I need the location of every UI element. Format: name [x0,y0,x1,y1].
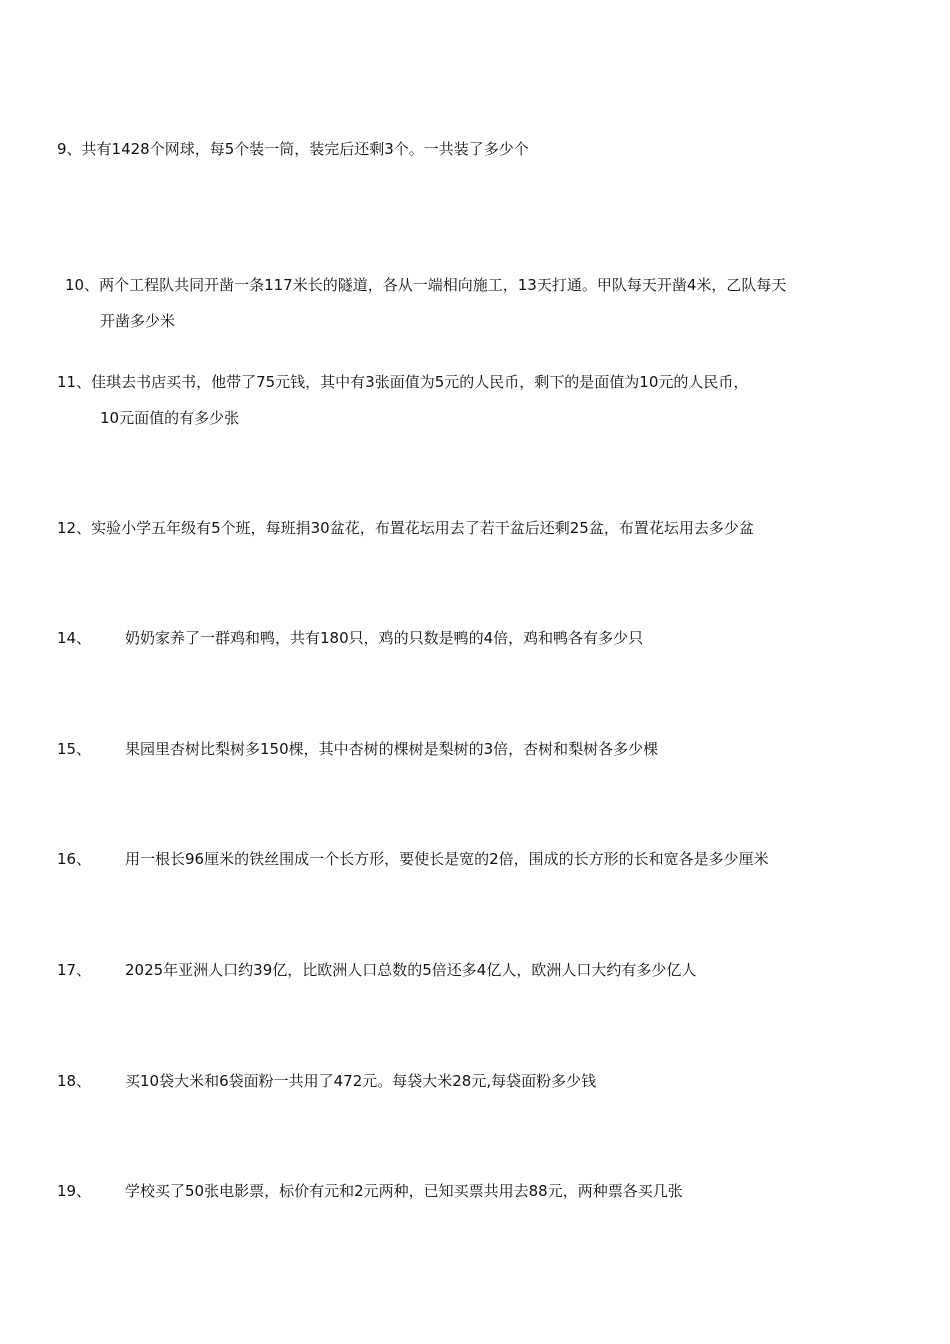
question-number: 14、 [57,629,92,647]
question-18 [57,1071,596,1091]
question-11-continuation: 10元面值的有多少张 [100,409,240,427]
question-text: 共有1428个网球，每5个装一筒，装完后还剩3个。一共装了多少个 [81,140,529,158]
question-text: 两个工程队共同开凿一条117米长的隧道，各从一端相向施工，13天打通。甲队每天开凿4米，乙队每天 [99,276,787,294]
question-text: 佳琪去书店买书，他带了75元钱，其中有3张面值为5元的人民币，剩下的是面值为10元的人民币， [91,373,749,391]
question-number: 9、 [57,140,82,158]
question-9 [57,139,529,159]
question-10 [65,275,786,295]
question-15 [57,739,658,759]
question-number: 11、 [57,373,92,391]
question-number: 12、 [57,519,92,537]
question-17 [57,960,696,980]
question-number: 18、 [57,1072,92,1090]
question-number: 15、 [57,740,92,758]
question-text: 买10袋大米和6袋面粉一共用了472元。每袋大米28元,每袋面粉多少钱 [125,1072,597,1090]
question-number: 19、 [57,1182,92,1200]
question-12 [57,518,754,538]
question-text: 用一根长96厘米的铁丝围成一个长方形，要使长是宽的2倍，围成的长方形的长和宽各是多少厘米 [125,850,769,868]
question-10-continuation: 开凿多少米 [100,312,176,330]
question-number: 10、 [65,276,100,294]
question-16 [57,849,769,869]
question-text: 实验小学五年级有5个班，每班捐30盆花，布置花坛用去了若干盆后还剩25盆，布置花坛用去多少盆 [91,519,754,537]
question-number: 16、 [57,850,92,868]
question-text: 2025年亚洲人口约39亿，比欧洲人口总数的5倍还多4亿人，欧洲人口大约有多少亿人 [125,961,697,979]
question-text: 奶奶家养了一群鸡和鸭，共有180只，鸡的只数是鸭的4倍，鸡和鸭各有多少只 [125,629,644,647]
question-text: 学校买了50张电影票，标价有元和2元两种，已知买票共用去88元，两种票各买几张 [125,1182,683,1200]
question-11 [57,372,748,392]
question-19 [57,1181,683,1201]
question-number: 17、 [57,961,92,979]
question-text: 果园里杏树比梨树多150棵，其中杏树的棵树是梨树的3倍，杏树和梨树各多少棵 [125,740,659,758]
question-14 [57,628,643,648]
